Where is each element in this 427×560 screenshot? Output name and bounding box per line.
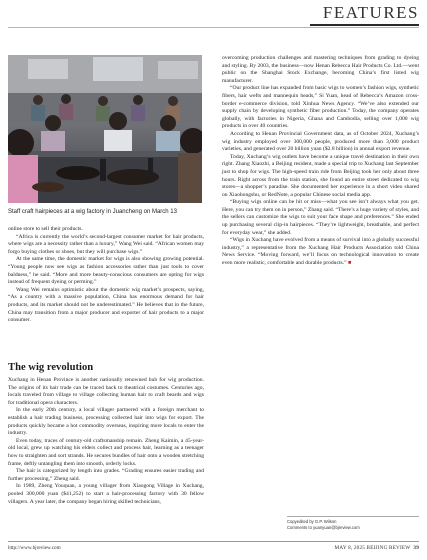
article-column-left-top bbox=[8, 226, 204, 325]
copyright-info bbox=[287, 519, 419, 531]
article-column-left-bottom bbox=[8, 377, 204, 506]
footer-url-link[interactable]: http://www.bjreview.com bbox=[8, 545, 61, 551]
paragraph: Xuchang in Henan Province is another nationally renowned hub for wig production. The origins of its hair trade can be traced back to theatrical costumes. Centuries ago, locals traveled from village to village collecting human hair to craft beards and wigs for traditional opera characters. bbox=[8, 377, 204, 406]
paragraph-text: “Wigs in Xuchang have evolved from a means of survival into a globally successful industry,” a representative from the Xuchang Hair Products Association told China News Service. “Moving forward, we’ll focus on technological innovation to create even more realistic, comfortable and durable products.” bbox=[222, 237, 419, 267]
paragraph: Even today, traces of century-old craftsmanship remain. Zheng Kaimin, a 45-year-old local, grew up watching his elders collect and process hair, learning as a teenager how to straighten and sort strands. He secures bundles of hair onto a wooden stretching frame, deftly untangling them into smooth, orderly locks. bbox=[8, 437, 204, 467]
issue-date: MAY 8, 2025 BEIJING REVIEW bbox=[334, 545, 411, 551]
paragraph: “Our product line has expanded from basic wigs to women’s fashion wigs, synthetic fibers, hair wefts and mannequin heads,” Si Yuan, head of Rebecca’s Amazon cross-border e-commerce division, told Xinhua News Agency. “We’ve also extended our supply chain by developing synthetic fiber production.” Today, the company operates globally, with factories in Nigeria, Ghana and Cambodia, selling over 1,000 wig products in over 40 countries. bbox=[222, 85, 419, 130]
section-title: FEATURES bbox=[322, 3, 419, 22]
header-rule bbox=[310, 24, 419, 26]
article-column-right bbox=[222, 55, 419, 268]
copyedit-credit: Copyedited by G.P. Wilson bbox=[287, 519, 337, 524]
paragraph: “Buying wigs online can be hit or miss—what you see isn’t always what you get. Here, you can try them on in person,” Zhang said. “There’s a huge variety of styles, and the sellers can customize the wigs to suit your face shape and preferences.” She ended up purchasing several clip-in hairpieces. “They’re lightweight, breathable, and perfect for everyday wear,” she added. bbox=[222, 199, 419, 236]
paragraph: “Africa is currently the world’s second-largest consumer market for hair products, where wigs are a necessity rather than a luxury,” Wang Wei said. “African women may forgo buying clothes or shoes, but they will purchase wigs.” bbox=[8, 233, 204, 255]
paragraph: In 1989, Zheng Youquan, a young villager from Xiaogong Village in Xuchang, pooled 300,000 yuan ($41,252) to start a hair-processing factory with 30 fellow villagers. A year later, the company began hiring skilled technicians, bbox=[8, 483, 204, 505]
paragraph: According to Henan Provincial Government data, as of October 2024, Xuchang’s wig industry employed over 300,000 people, produced more than 3,000 product varieties, and generated over 20 billion yuan ($2.8 billion) in annual export revenue. bbox=[222, 130, 419, 153]
paragraph: The hair is categorized by length into grades. “Grading ensures easier trading and further processing,” Zheng said. bbox=[8, 468, 204, 482]
end-mark: ■ bbox=[347, 260, 352, 267]
comments-email[interactable]: Comments to yuanyuan@bjreview.com bbox=[287, 525, 360, 530]
paragraph bbox=[222, 237, 419, 267]
factory-photo bbox=[8, 55, 202, 203]
footer-rule bbox=[8, 541, 419, 542]
header-rule-thin bbox=[8, 27, 419, 28]
photo-caption: Staff craft hairpieces at a wig factory in Juancheng on March 13 bbox=[8, 209, 177, 215]
paragraph: In the early 20th century, a local villager partnered with a foreign merchant to establish a hair trading business, processing collected hair into wigs for export. The products quickly became a hot commodity overseas, inspiring more locals to enter the industry. bbox=[8, 407, 204, 437]
paragraph: At the same time, the domestic market for wigs is also showing growing potential. “Young people now see wigs as fashion accessories rather than just tools to cover baldness,” he said. “More and more beauty-conscious consumers are opting for wigs instead of frequent dyeing or perming.” bbox=[8, 256, 204, 286]
paragraph: Today, Xuchang’s wig outlets have become a unique travel destination in their own right. Zhang Xiaozhi, a Beijing resident, made a special trip to Xuchang last September just to shop for wigs. The high-speed train ride from Beijing took her only about three hours. Right across from the train station, she found an entire street dedicated to wig stores—a shopper’s paradise. She documented her experience in a short video shared on Xiaohongshu, or RedNote, a popular Chinese social media app. bbox=[222, 153, 419, 198]
paragraph: online store to sell their products. bbox=[8, 226, 83, 232]
paragraph: Wang Wei remains optimistic about the domestic wig market’s prospects, saying, “As a country with a massive population, China has enormous demand for hair products, and its market should not be underestimated.” He believes that in the future, China may transition from a major producer and exporter of hair products to a major consumer. bbox=[8, 286, 204, 324]
copyright-rule bbox=[287, 516, 419, 517]
page-number: 39 bbox=[413, 545, 419, 551]
section-subheading: The wig revolution bbox=[8, 362, 94, 373]
footer-issue bbox=[335, 545, 419, 551]
paragraph: overcoming production challenges and mastering techniques from grading to dyeing and styling. By 2003, the business—now Henan Rebecca Hair Products Co. Ltd.—went public on the Shanghai Stock Exchange, becoming China’s first listed wig manufacturer. bbox=[222, 55, 419, 84]
